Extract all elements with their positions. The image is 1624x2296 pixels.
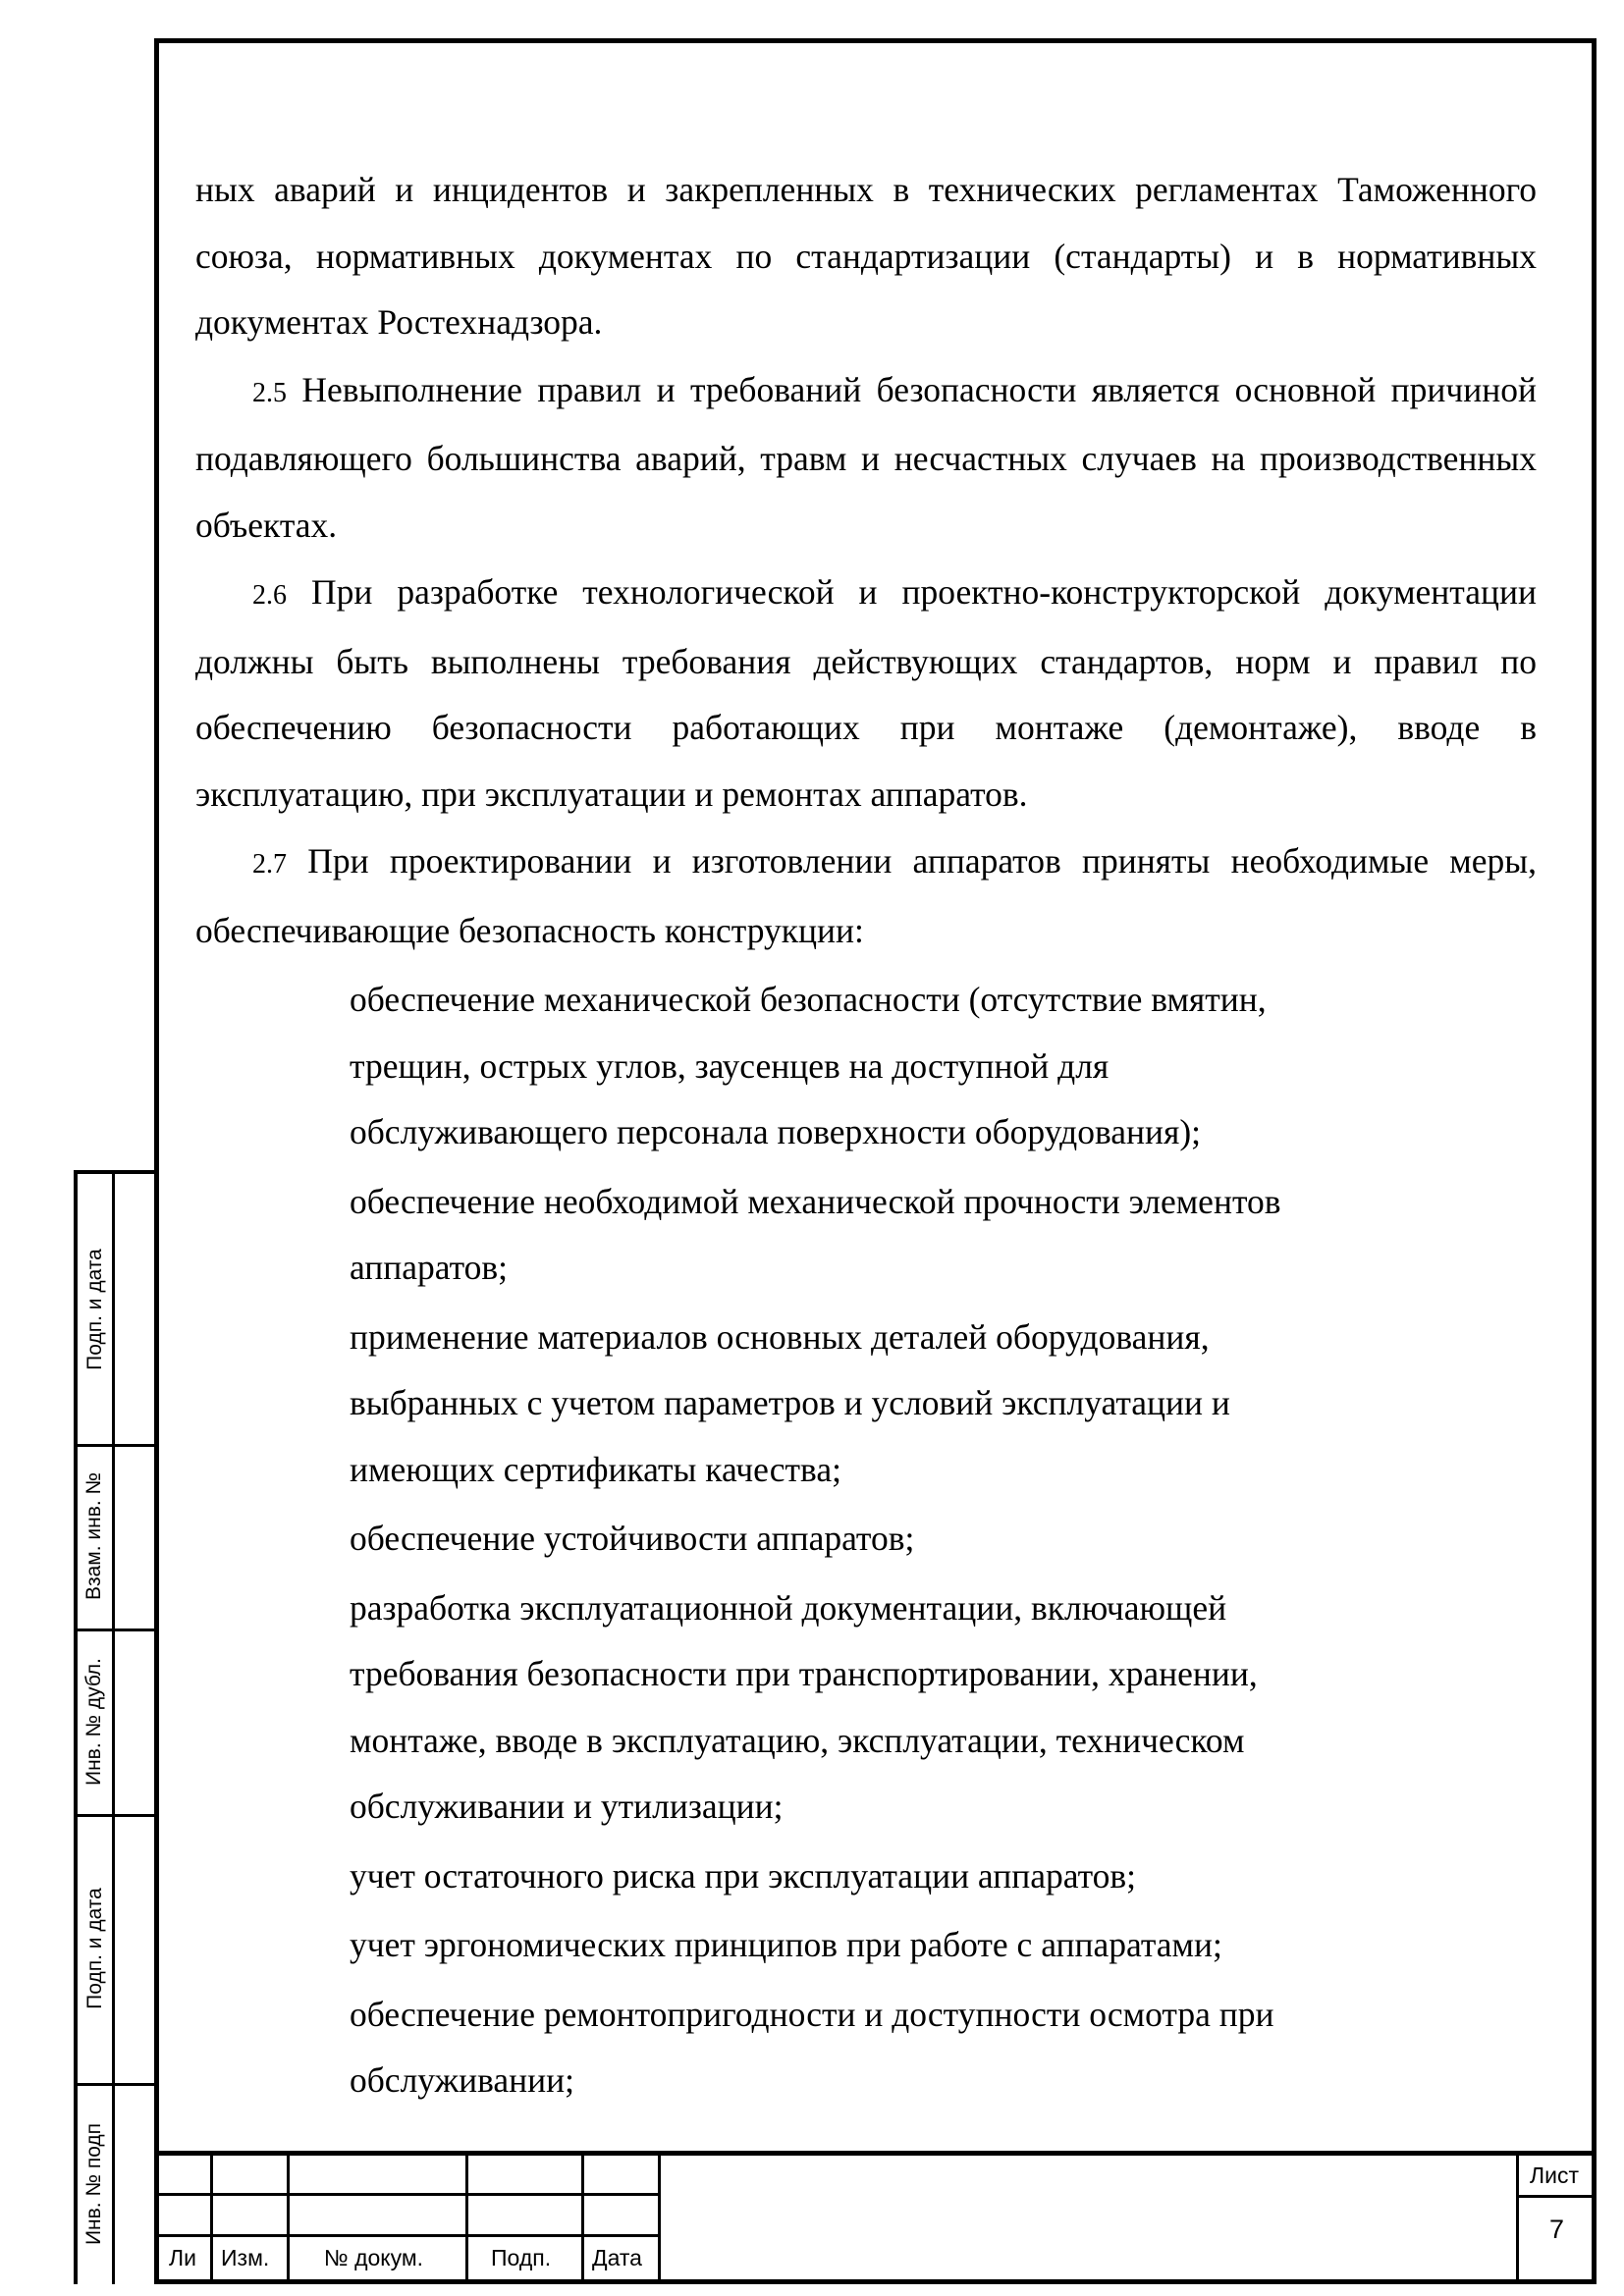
paragraph-continuation: ных аварий и инцидентов и закрепленных в технических регламентах Таможенного союза, нормативных документах по стандартизации (стандарты) и в нормативных документах Ростехнадзора. — [195, 170, 1537, 342]
list-item — [195, 1305, 1537, 1504]
safety-measures-list — [195, 967, 1537, 2114]
paragraph-text: При проектировании и изготовлении аппаратов приняты необходимые меры, обеспечивающие безопасность конструкции: — [195, 841, 1537, 950]
col-label-izm: Изм. — [221, 2245, 270, 2270]
side-stamp-label: Подп. и дата — [82, 1888, 106, 2009]
list-item-line: обслуживании и утилизации; — [350, 1787, 784, 1826]
paragraph-2-5 — [195, 357, 1537, 560]
list-item-line: обеспечение ремонтопригодности и доступности осмотра при — [350, 1994, 1274, 2034]
paragraph-number: 2.7 — [252, 849, 287, 880]
paragraph-number: 2.6 — [252, 580, 287, 611]
col-label-date: Дата — [592, 2245, 642, 2270]
list-item-line: требования безопасности при транспортировании, хранении, — [350, 1654, 1258, 1693]
list-item-line: применение материалов основных деталей оборудования, — [350, 1316, 1210, 1357]
title-block-col-line — [210, 2151, 213, 2284]
list-item — [195, 1575, 1537, 1841]
paragraph-text: Невыполнение правил и требований безопасности является основной причиной подавляющего большинства аварий, травм и несчастных случаев на производственных объектах. — [195, 369, 1537, 545]
paragraph-2-7 — [195, 828, 1537, 964]
col-label-doc-number: № докум. — [324, 2245, 424, 2270]
title-block-col-line — [465, 2151, 468, 2284]
sheet-label: Лист — [1530, 2163, 1579, 2188]
side-stamp — [74, 1170, 154, 2284]
sheet-cell-border — [1516, 2151, 1519, 2284]
col-label-li: Ли — [169, 2245, 196, 2270]
side-stamp-cell — [78, 1814, 112, 2083]
list-item — [195, 1169, 1537, 1302]
side-stamp-divider — [112, 1174, 115, 2284]
list-item — [195, 1506, 1537, 1573]
title-block-top-line — [154, 2151, 1597, 2156]
list-item-line: обслуживающего персонала поверхности оборудования); — [350, 1112, 1202, 1151]
side-stamp-cell — [78, 1629, 112, 1814]
list-item-line: учет эргономических принципов при работе с аппаратами; — [350, 1925, 1222, 1964]
paragraph-number: 2.5 — [252, 377, 287, 408]
paragraph-2-6 — [195, 560, 1537, 828]
list-item-line: трещин, острых углов, заусенцев на доступной для — [350, 1045, 1110, 1086]
side-stamp-label: Взам. инв. № — [82, 1471, 106, 1601]
list-item-line: имеющих сертификаты качества; — [350, 1449, 841, 1489]
title-block-col-line — [581, 2151, 584, 2284]
side-stamp-label: Подп. и дата — [82, 1248, 106, 1370]
list-item-line: выбранных с учетом параметров и условий эксплуатации и — [350, 1383, 1230, 1422]
list-item-line: разработка эксплуатационной документации, включающей — [350, 1587, 1227, 1628]
list-item-line: аппаратов; — [350, 1248, 509, 1287]
list-item-line: обеспечение механической безопасности (отсутствие вмятин, — [350, 980, 1267, 1019]
sheet-cell-line — [1518, 2195, 1597, 2198]
title-block-col-line — [287, 2151, 290, 2284]
list-item — [195, 967, 1537, 1166]
side-stamp-cell — [78, 1174, 112, 1444]
list-item-line: обеспечение необходимой механической прочности элементов — [350, 1181, 1281, 1221]
sheet-number: 7 — [1549, 2215, 1565, 2244]
list-item — [195, 1843, 1537, 1910]
side-stamp-cell — [78, 1444, 112, 1629]
list-item — [195, 1982, 1537, 2114]
side-stamp-label: Инв. № подп — [82, 2122, 106, 2245]
list-item — [195, 1912, 1537, 1979]
side-stamp-label: Инв. № дубл. — [82, 1657, 106, 1786]
list-item-line: монтаже, вводе в эксплуатацию, эксплуатации, техническом — [350, 1720, 1245, 1760]
document-body — [195, 157, 1537, 2117]
title-block-col-line — [658, 2151, 661, 2284]
list-item-line: учет остаточного риска при эксплуатации аппаратов; — [350, 1855, 1136, 1896]
list-item-line: обеспечение устойчивости аппаратов; — [350, 1519, 915, 1558]
list-item-line: обслуживании; — [350, 2060, 574, 2100]
side-stamp-cell — [78, 2083, 112, 2284]
col-label-signature: Подп. — [491, 2245, 552, 2270]
paragraph-text: При разработке технологической и проектно-конструкторской документации должны быть выполнены требования действующих стандартов, норм и правил по обеспечению безопасности работающих при монтаже (демонтаже), вводе в эксплуатацию, при эксплуатации и ремонтах аппаратов. — [195, 572, 1537, 814]
